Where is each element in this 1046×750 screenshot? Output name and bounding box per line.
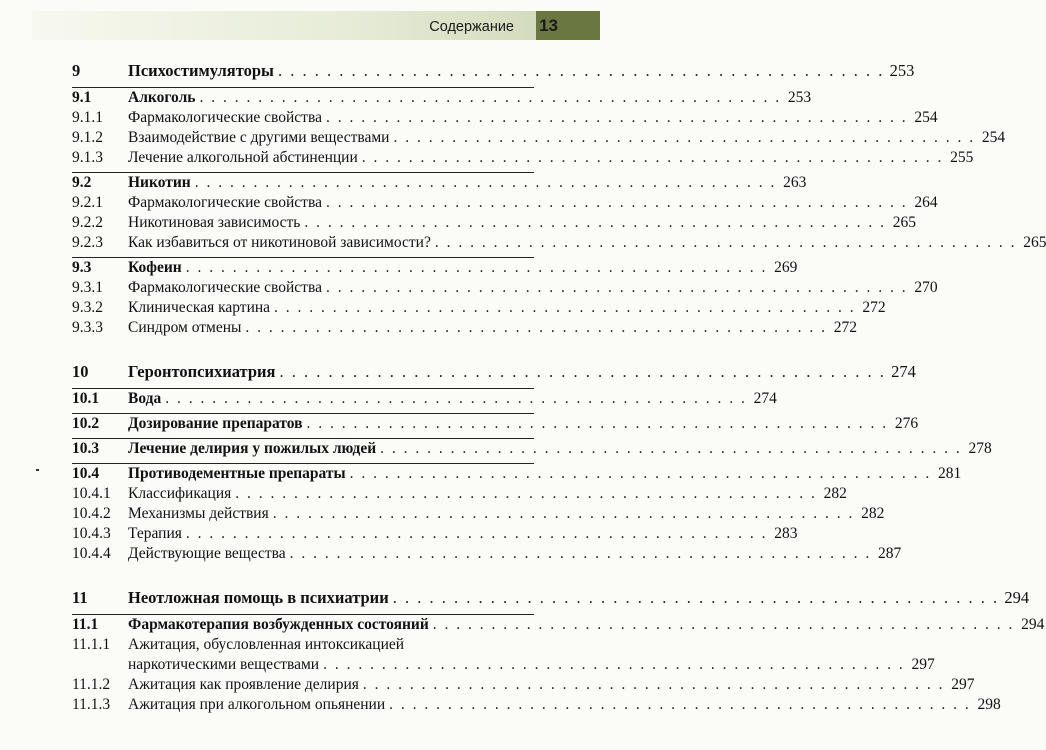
toc-title: Терапия [128,525,182,542]
toc-title: Лечение делирия у пожилых людей [128,440,377,457]
dot-leader [245,318,827,338]
toc-page: 294 [1004,588,1030,607]
toc-item-10-4-4[interactable] [72,544,902,564]
toc-title: Механизмы действия [128,505,269,522]
toc-title: Противодементные препараты [128,465,346,482]
toc-title: Клиническая картина [128,299,271,316]
toc-number: 9.2.1 [72,194,103,211]
toc-chapter-10[interactable] [72,360,916,384]
dot-leader [304,213,886,233]
toc-number: 11.1.1 [72,636,111,653]
toc-title-wrap [128,635,935,675]
toc-number: 10.1 [72,390,100,407]
toc-section-9-2[interactable] [72,172,807,193]
toc-number: 9.1 [72,89,92,106]
toc-number: 9.2.2 [72,214,103,231]
toc-page: 274 [753,390,777,407]
toc-number: 9.2.3 [72,234,103,251]
toc-number: 10.4 [72,465,100,482]
toc-section-10-3[interactable] [72,438,992,459]
toc-title: Ажитация как проявление делирия [128,676,359,693]
dot-leader [389,695,971,715]
toc-number: 10.4.1 [72,485,111,502]
toc-title-line2: наркотическими веществами [128,656,320,673]
toc-item-10-4-2[interactable] [72,504,885,524]
toc-chapter-11[interactable] [72,586,1030,610]
running-header-title: Содержание [429,19,514,35]
toc-title: Дозирование препаратов [128,415,303,432]
toc-number: 9.3.2 [72,299,103,316]
toc-number: 9.1.1 [72,109,103,126]
chapter-spacer [72,338,534,360]
toc-number: 9 [72,61,81,80]
dot-leader [326,193,908,213]
toc-page: 294 [1021,616,1045,633]
toc-item-10-4-1[interactable] [72,484,847,504]
toc-item-9-1-1[interactable] [72,108,938,128]
toc-title: Психостимуляторы [128,61,274,80]
toc-number: 9.3.3 [72,319,103,336]
toc-page: 253 [889,61,915,80]
toc-item-9-2-3[interactable] [72,233,1046,253]
toc-title: Кофеин [128,259,182,276]
toc-page: 254 [981,129,1006,146]
toc-number: 9.3 [72,259,92,276]
dot-leader [235,484,817,504]
header-band [32,11,600,40]
chapter-spacer [72,564,534,586]
toc-number: 9.1.2 [72,129,103,146]
toc-number: 10 [72,362,89,381]
toc-section-9-3[interactable] [72,257,798,278]
dot-leader [273,504,855,524]
toc-page: 297 [911,656,935,673]
toc-item-9-2-1[interactable] [72,193,938,213]
toc-page: 282 [823,485,847,502]
dot-leader [323,655,905,675]
dot-leader [307,414,889,434]
toc-page: 281 [938,465,962,482]
margin-mark [36,469,39,471]
toc-section-9-1[interactable] [72,87,812,108]
dot-leader [165,389,747,409]
dot-leader [326,278,908,298]
toc-page: 272 [862,299,886,316]
toc-title: Как избавиться от никотиновой зависимости? [128,234,431,251]
toc-page: 287 [878,545,902,562]
toc-page: 253 [787,89,812,106]
toc-title: Взаимодействие с другими веществами [128,129,390,146]
toc-page: 283 [774,525,798,542]
dot-leader [393,128,975,148]
toc-section-10-1[interactable] [72,388,777,409]
toc-number: 9.2 [72,174,92,191]
toc-page: 282 [861,505,885,522]
dot-leader [433,615,1015,635]
table-of-contents [72,59,1046,715]
toc-title: Геронтопсихиатрия [128,362,276,381]
dot-leader [326,108,908,128]
toc-section-10-2[interactable] [72,413,919,434]
toc-title: Фармакотерапия возбужденных состояний [128,616,429,633]
toc-page: 278 [968,440,992,457]
toc-page: 264 [914,194,938,211]
dot-leader [274,298,856,318]
toc-item-11-1-2[interactable] [72,675,975,695]
toc-number: 11 [72,588,88,607]
toc-page: 254 [914,109,938,126]
dot-leader [363,675,945,695]
toc-page: 276 [894,415,919,432]
toc-item-9-3-1[interactable] [72,278,938,298]
toc-number: 10.4.4 [72,545,111,562]
toc-number: 9.3.1 [72,279,103,296]
dot-leader [199,88,781,108]
toc-chapter-9[interactable] [72,59,915,83]
toc-number: 11.1 [72,616,99,633]
toc-title: Ажитация, обусловленная интоксикацией [128,636,405,653]
toc-page: 298 [977,696,1001,713]
toc-title: Фармакологические свойства [128,194,322,211]
toc-item-9-2-2[interactable] [72,213,916,233]
dot-leader [186,258,768,278]
dot-leader [393,586,999,610]
toc-page: 272 [833,319,858,336]
toc-title: Ажитация при алкогольном опьянении [128,696,386,713]
dot-leader [350,464,932,484]
toc-title: Действующие вещества [128,545,286,562]
dot-leader [186,524,768,544]
toc-number: 10.4.2 [72,505,111,522]
toc-number: 11.1.3 [72,696,111,713]
toc-page: 270 [914,279,938,296]
toc-number: 9.1.3 [72,149,103,166]
dot-leader [380,439,962,459]
toc-title: Никотиновая зависимость [128,214,301,231]
toc-page: 263 [783,174,807,191]
dot-leader [290,544,872,564]
toc-section-10-4[interactable] [72,463,962,484]
toc-title: Никотин [128,174,191,191]
toc-title: Фармакологические свойства [128,279,322,296]
toc-title: Неотложная помощь в психиатрии [128,588,389,607]
toc-page: 265 [892,214,916,231]
toc-item-9-3-3[interactable] [72,318,858,338]
page-number: 13 [539,16,558,35]
toc-title: Синдром отмены [128,319,242,336]
dot-leader [279,360,885,384]
toc-number: 11.1.2 [72,676,111,693]
toc-number: 10.3 [72,440,100,457]
toc-page: 269 [774,259,798,276]
toc-title: Классификация [128,485,232,502]
toc-page: 265 [1023,234,1046,251]
dot-leader [435,233,1017,253]
toc-title-continuation [128,655,935,675]
toc-title: Лечение алкогольной абстиненции [128,149,358,166]
toc-number: 10.4.3 [72,525,111,542]
dot-leader [278,59,884,83]
toc-item-10-4-3[interactable] [72,524,798,544]
toc-item-11-1-3[interactable] [72,695,1001,715]
toc-page: 255 [950,149,974,166]
toc-item-9-1-2[interactable] [72,128,1006,148]
dot-leader [362,148,944,168]
toc-number: 10.2 [72,415,100,432]
toc-page: 297 [951,676,975,693]
toc-item-11-1-1[interactable] [72,635,935,675]
toc-title: Фармакологические свойства [128,109,322,126]
toc-title: Алкоголь [128,89,196,106]
dot-leader [195,173,777,193]
toc-section-11-1[interactable] [72,614,1045,635]
toc-title: Вода [128,390,162,407]
toc-item-9-1-3[interactable] [72,148,974,168]
toc-page: 274 [891,362,916,381]
toc-item-9-3-2[interactable] [72,298,886,318]
